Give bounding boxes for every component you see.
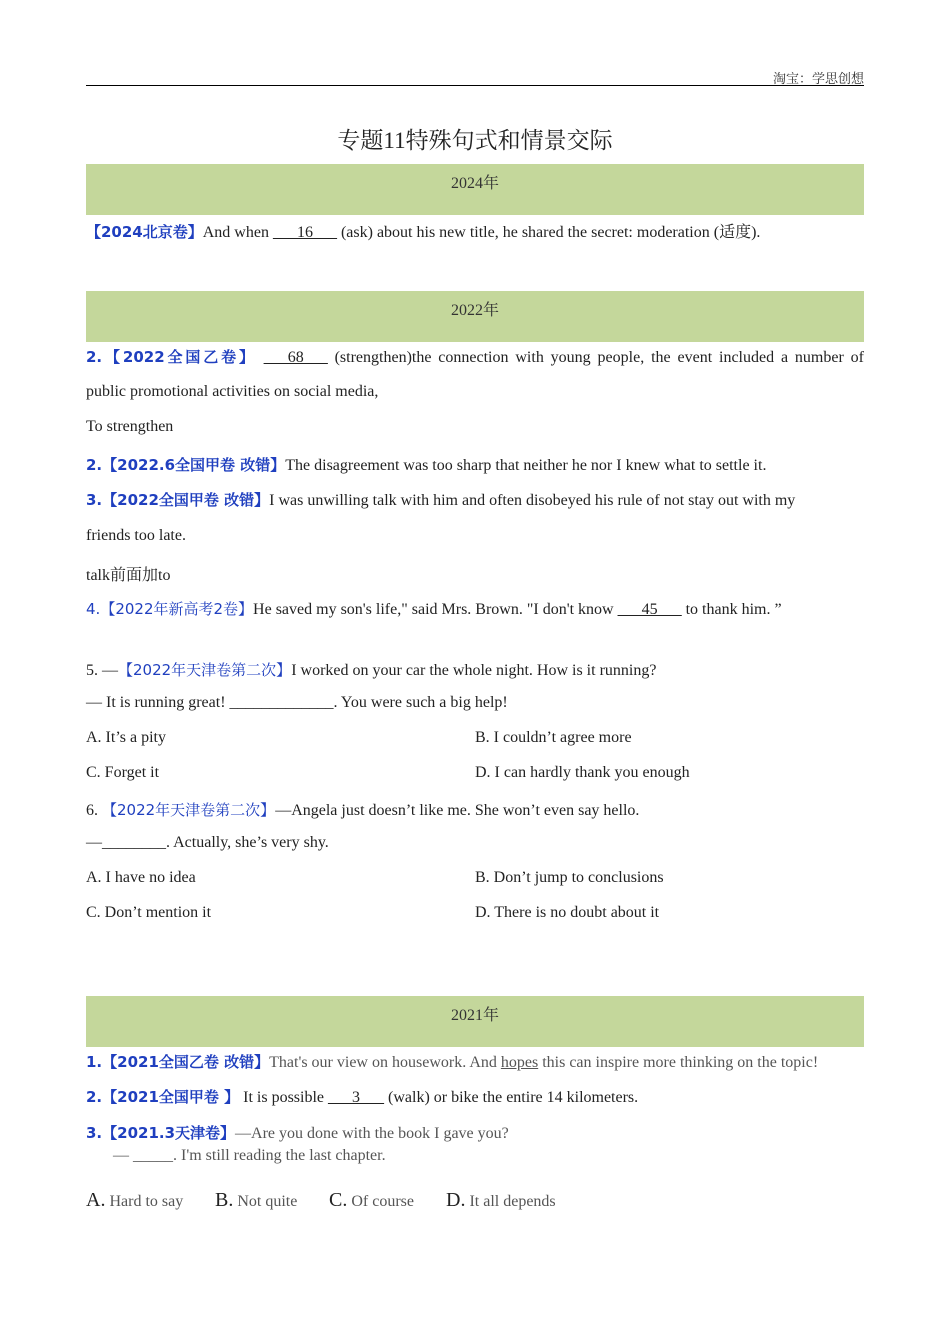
question-2021-3-line1 <box>86 1122 509 1143</box>
question-text: That's our view on housework. And <box>269 1054 501 1071</box>
question-2022-5-line2: — It is running great! _____________. You were such a big help! <box>86 694 508 711</box>
header-rule <box>86 85 864 86</box>
question-2022-2b <box>86 454 766 475</box>
option-letter: C. <box>329 1189 348 1211</box>
header-text: 淘宝：学思创想 <box>772 71 864 86</box>
question-number: 2. <box>86 456 103 474</box>
question-text: It is possible <box>239 1089 329 1106</box>
question-text: (ask) about his new title, he shared the secret: moderation (适度). <box>336 224 761 241</box>
question-2022-6-line1 <box>86 799 639 820</box>
year-band-2022 <box>86 291 864 342</box>
answer-text: To strengthen <box>86 418 174 435</box>
option-text: Of course <box>347 1193 414 1210</box>
answer-text: talk前面加to <box>86 567 171 584</box>
answer-blank: ___45___ <box>617 601 682 618</box>
option-a <box>86 1189 183 1212</box>
question-number: 6. <box>86 802 102 819</box>
answer-blank: ___16___ <box>272 224 337 241</box>
question-tag: 【2021.3天津卷】 <box>102 1124 236 1142</box>
question-number: 3. <box>86 1124 103 1142</box>
year-band-2024 <box>86 164 864 215</box>
question-number: 4. <box>86 600 101 618</box>
question-text: —Are you done with the book I gave you? <box>235 1125 509 1142</box>
answer-blank: ___68___ <box>263 349 328 366</box>
option-b: B. Don’t jump to conclusions <box>475 869 664 886</box>
page-title: 专题11特殊句式和情景交际 <box>337 128 613 153</box>
question-text: (strengthen)the connection with young people, the event included a number of <box>327 349 865 366</box>
question-tag: 【2022.6全国甲卷 改错】 <box>102 456 286 474</box>
question-2022-5-line1 <box>86 659 656 680</box>
option-text: Not quite <box>233 1193 298 1210</box>
option-letter: A. <box>86 1189 106 1211</box>
question-2021-2 <box>86 1086 638 1107</box>
question-tag: 【2022年天津卷第二次】 <box>118 661 292 679</box>
question-text: I was unwilling talk with him and often disobeyed his rule of not stay out with my <box>269 492 796 509</box>
question-2022-3-line1 <box>86 489 795 510</box>
question-number: 1. <box>86 1053 103 1071</box>
question-2022-6-line2: —________. Actually, she’s very shy. <box>86 834 329 851</box>
question-text: —Angela just doesn’t like me. She won’t even say hello. <box>275 802 640 819</box>
year-label: 2022年 <box>450 302 499 319</box>
question-2024-1 <box>86 219 760 242</box>
option-c: C. Forget it <box>86 764 160 781</box>
option-d <box>446 1189 556 1212</box>
year-band-2021 <box>86 996 864 1047</box>
option-b: B. I couldn’t agree more <box>475 729 632 746</box>
question-tag: 【2022全国乙卷】 <box>102 348 257 366</box>
option-b <box>215 1189 297 1212</box>
question-tag: 【2024北京卷】 <box>86 223 203 241</box>
question-tag: 【2022全国甲卷 改错】 <box>102 491 270 509</box>
underlined-word: hopes <box>500 1054 539 1071</box>
question-2022-2a-line1 <box>86 346 864 367</box>
option-a: A. I have no idea <box>86 869 196 886</box>
option-c: C. Don’t mention it <box>86 904 212 921</box>
option-c <box>329 1189 414 1212</box>
question-text: He saved my son's life," said Mrs. Brown. "I don't know <box>253 601 618 618</box>
question-tag: 【2022年新高考2卷】 <box>100 600 254 618</box>
year-label: 2024年 <box>450 175 499 192</box>
question-number: 2. <box>86 1088 103 1106</box>
option-a: A. It’s a pity <box>86 729 166 746</box>
question-2021-1 <box>86 1051 818 1072</box>
question-2021-3-line2: — _____. I'm still reading the last chapter. <box>113 1147 386 1164</box>
question-text: (walk) or bike the entire 14 kilometers. <box>384 1089 639 1106</box>
option-letter: B. <box>215 1189 234 1211</box>
question-number: 2. <box>86 348 103 366</box>
question-2022-2a-line2: public promotional activities on social media, <box>86 383 379 400</box>
answer-blank: ___3___ <box>328 1089 385 1106</box>
option-letter: D. <box>446 1189 466 1211</box>
year-label: 2021年 <box>450 1007 499 1024</box>
question-text: this can inspire more thinking on the topic! <box>538 1054 819 1071</box>
question-text: And when <box>202 224 273 241</box>
question-tag: 【2021全国乙卷 改错】 <box>102 1053 270 1071</box>
question-tag: 【2021全国甲卷 】 <box>102 1088 240 1106</box>
question-number: 5. — <box>86 662 118 679</box>
question-2022-4 <box>86 598 782 619</box>
question-text: I worked on your car the whole night. How is it running? <box>291 662 657 679</box>
question-number: 3. <box>86 491 103 509</box>
option-d: D. I can hardly thank you enough <box>475 764 690 781</box>
option-text: Hard to say <box>105 1193 184 1210</box>
option-d: D. There is no doubt about it <box>475 904 660 921</box>
question-text: to thank him. ” <box>681 601 782 618</box>
question-2022-3-line2: friends too late. <box>86 527 186 544</box>
question-text: The disagreement was too sharp that neither he nor I knew what to settle it. <box>285 457 767 474</box>
question-tag: 【2022年天津卷第二次】 <box>102 801 276 819</box>
option-text: It all depends <box>465 1193 556 1210</box>
